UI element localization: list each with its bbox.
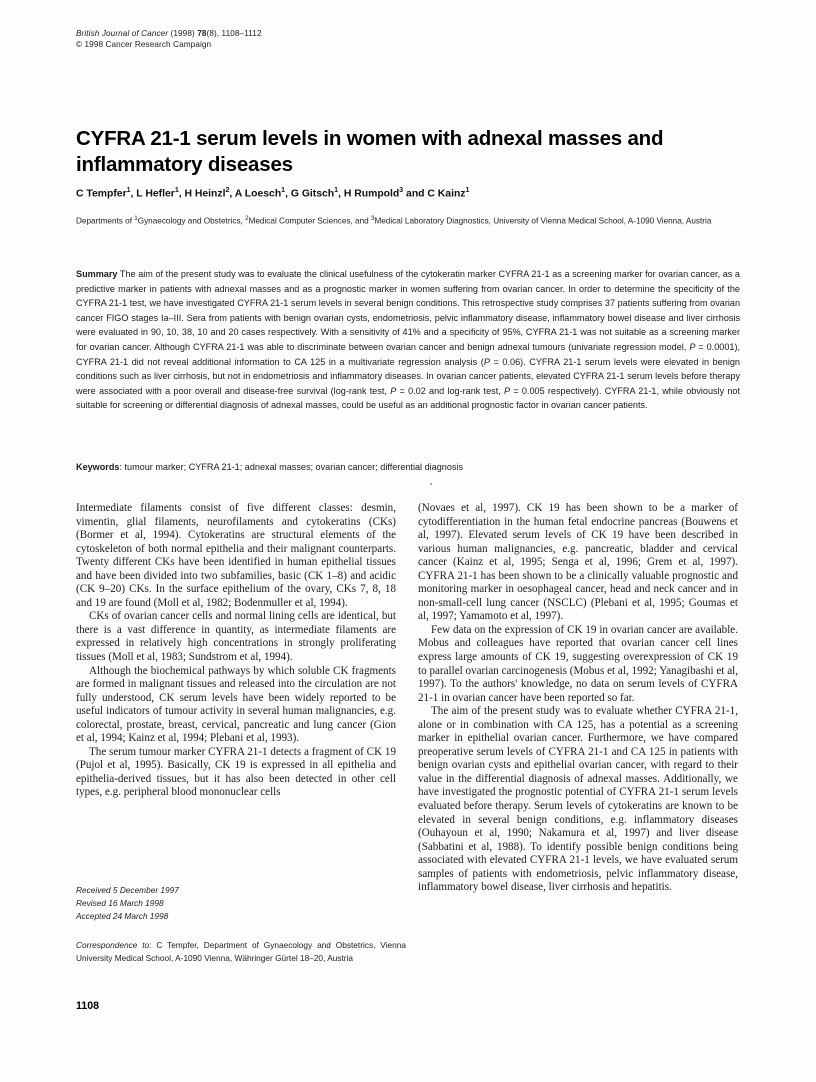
submission-dates (76, 884, 406, 924)
correspondence-label: Correspondence to: (76, 939, 152, 950)
abstract-heading: Summary (76, 269, 118, 279)
scan-artifact-speck (430, 483, 432, 485)
footnote-block (76, 884, 406, 965)
date-revised: Revised 16 March 1998 (76, 898, 164, 909)
journal-volume: 78 (197, 29, 207, 38)
body-paragraph: Although the biochemical pathways by which soluble CK fragments are formed in malignant tissues and released into the circulation are not fully understood, CK serum levels have been widely reported to be useful indicators of tumour activity in several human malignancies, e.g. colorectal, prostate, breast, cervical, pancreatic and lung cancer (Gion et al, 1994; Kainz et al, 1994; Plebani et al, 1993). (76, 664, 396, 745)
author-list: C Tempfer$^1$, L Hefler$^1$, H Heinzl$^2$, A Loesch$^1$, G Gitsch$^1$, H Rumpold$^3$ and C Kainz$^1$ (76, 187, 470, 200)
correspondence-text: C Tempfer, Department of Gynaecology and Obstetrics, Vienna University Medical School, A-1090 Vienna, Währinger Gürtel 18–20, Austria (76, 939, 406, 963)
journal-copyright: © 1998 Cancer Research Campaign (76, 40, 212, 50)
body-paragraph: (Novaes et al, 1997). CK 19 has been shown to be a marker of cytodifferentiation in the human fetal endocrine pancreas (Bouwens et al, 1997). Elevated serum levels of CK 19 have been described in various human malignancies, e.g. pancreatic, bladder and cervical cancer (Kainz et al, 1995; Senga et al, 1996; Grem et al, 1997). CYFRA 21-1 has been shown to be a clinically valuable prognostic and monitoring marker in oesophageal cancer, head and neck cancer and in non-small-cell lung cancer (NSCLC) (Plebani et al, 1995; Goumas et al, 1997; Yamamoto et al, 1997). (418, 502, 738, 623)
journal-running-head (76, 28, 636, 51)
abstract (76, 267, 740, 413)
keywords-heading: Keywords (76, 462, 120, 472)
correspondence-note (76, 939, 406, 965)
body-paragraph: CKs of ovarian cancer cells and normal lining cells are identical, but there is a vast difference in quantity, as intermediate filaments are expressed in relatively high concentrations in strongly proliferating tissues (Moll et al, 1983; Sundstrom et al, 1994). (76, 610, 396, 664)
keywords-text: : tumour marker; CYFRA 21-1; adnexal masses; ovarian cancer; differential diagnosis (119, 462, 464, 472)
journal-name: British Journal of Cancer (76, 29, 169, 38)
date-accepted: Accepted 24 March 1998 (76, 911, 169, 922)
body-paragraph: Intermediate filaments consist of five different classes: desmin, vimentin, glial filaments, neurofilaments and cytokeratins (CKs) (Bormer et al, 1994). Cytokeratins are structural elements of the cytoskeleton of both normal epithelia and their malignant counterparts. Twenty different CKs have been identified in human epithelial tissues and have been divided into two subfamilies, basic (CK 1–8) and acidic (CK 9–20) CKs. In the surface epithelium of the ovary, CKs 7, 8, 18 and 19 are found (Moll et al, 1982; Bodenmuller et al, 1994). (76, 502, 396, 609)
article-title: CYFRA 21-1 serum levels in women with adnexal masses and inflammatory diseases (76, 126, 664, 176)
affiliations: Departments of $^1$Gynaecology and Obstetrics, $^2$Medical Computer Sciences, and $^3$Medical Laboratory Diagnostics, University of Vienna Medical School, A-1090 Vienna, Austria (76, 215, 712, 226)
body-paragraph: The serum tumour marker CYFRA 21-1 detects a fragment of CK 19 (Pujol et al, 1995). Basically, CK 19 is expressed in all epithelia and epithelia-derived tissues, but it has also been detected in other cell types, e.g. peripheral blood mononuclear cells (76, 745, 396, 799)
body-column-left (76, 502, 396, 800)
journal-citation-line (76, 28, 636, 39)
body-paragraph: The aim of the present study was to evaluate whether CYFRA 21-1, alone or in combination with CA 125, has a potential as a screening marker in epithelial ovarian cancer. Furthermore, we have compared preoperative serum levels of CYFRA 21-1 and CA 125 in patients with benign ovarian cysts and epithelial ovarian cancer, with regard to their value in the differential diagnosis of adnexal masses. Additionally, we have investigated the prognostic potential of CYFRA 21-1 serum levels evaluated before therapy. Serum levels of cytokeratins are known to be elevated in several benign conditions, e.g. inflammatory diseases (Ouhayoun et al, 1990; Nakamura et al, 1997) and liver disease (Sabbatini et al, 1988). To identify possible benign conditions being associated with elevated CYFRA 21-1 levels, we have evaluated serum samples of patients with endometriosis, pelvic inflammatory disease, inflammatory bowel disease, liver cirrhosis and hepatitis. (418, 705, 738, 894)
body-paragraph: Few data on the expression of CK 19 in ovarian cancer are available. Mobus and colleagues have reported that ovarian cancer cell lines express large amounts of CK 19, suggesting overexpression of CK 19 to parallel ovarian carcinogenesis (Mobus et al, 1992; Yanagibashi et al, 1997). To the authors' knowledge, no data on serum levels of CYFRA 21-1 in ovarian cancer have been reported so far. (418, 623, 738, 704)
page-number: 1108 (76, 1000, 99, 1012)
journal-issue-pages: (8), 1108–1112 (206, 29, 262, 38)
body-column-right (418, 502, 738, 895)
abstract-body: The aim of the present study was to evaluate the clinical usefulness of the cytokeratin marker CYFRA 21-1 as a screening marker for ovarian cancer, as a predictive marker in patients with adnexal masses and as a prognostic marker in women suffering from ovarian cancer. In order to determine the specificity of the CYFRA 21-1 test, we have investigated CYFRA 21-1 serum levels in several benign conditions. This retrospective study comprises 37 patients suffering from ovarian cancer FIGO stages Ia–III. Sera from patients with benign ovarian cysts, endometriosis, pelvic inflammatory disease, inflammatory bowel disease and liver cirrhosis were evaluated in 90, 10, 38, 10 and 20 cases respectively. With a sensitivity of 41% and a specificity of 95%, CYFRA 21-1 was not suitable as a screening marker for ovarian cancer. Although CYFRA 21-1 was able to discriminate between ovarian cancer and benign adnexal tumours (univariate regression model, P = 0.0001), CYFRA 21-1 did not reveal additional information to CA 125 in a multivariate regression analysis (P = 0.06). CYFRA 21-1 serum levels were elevated in benign conditions such as liver cirrhosis, but not in endometriosis and inflammatory diseases. In ovarian cancer patients, elevated CYFRA 21-1 serum levels before therapy were associated with a poor overall and disease-free survival (log-rank test, P = 0.02 and log-rank test, P = 0.005 respectively). CYFRA 21-1, while obviously not suitable for screening or differential diagnosis of adnexal masses, could be useful as an additional prognostic factor in ovarian cancer patients. (76, 269, 740, 411)
journal-citation: (1998) (168, 29, 198, 38)
date-received: Received 5 December 1997 (76, 885, 179, 895)
keywords-line (76, 460, 740, 475)
